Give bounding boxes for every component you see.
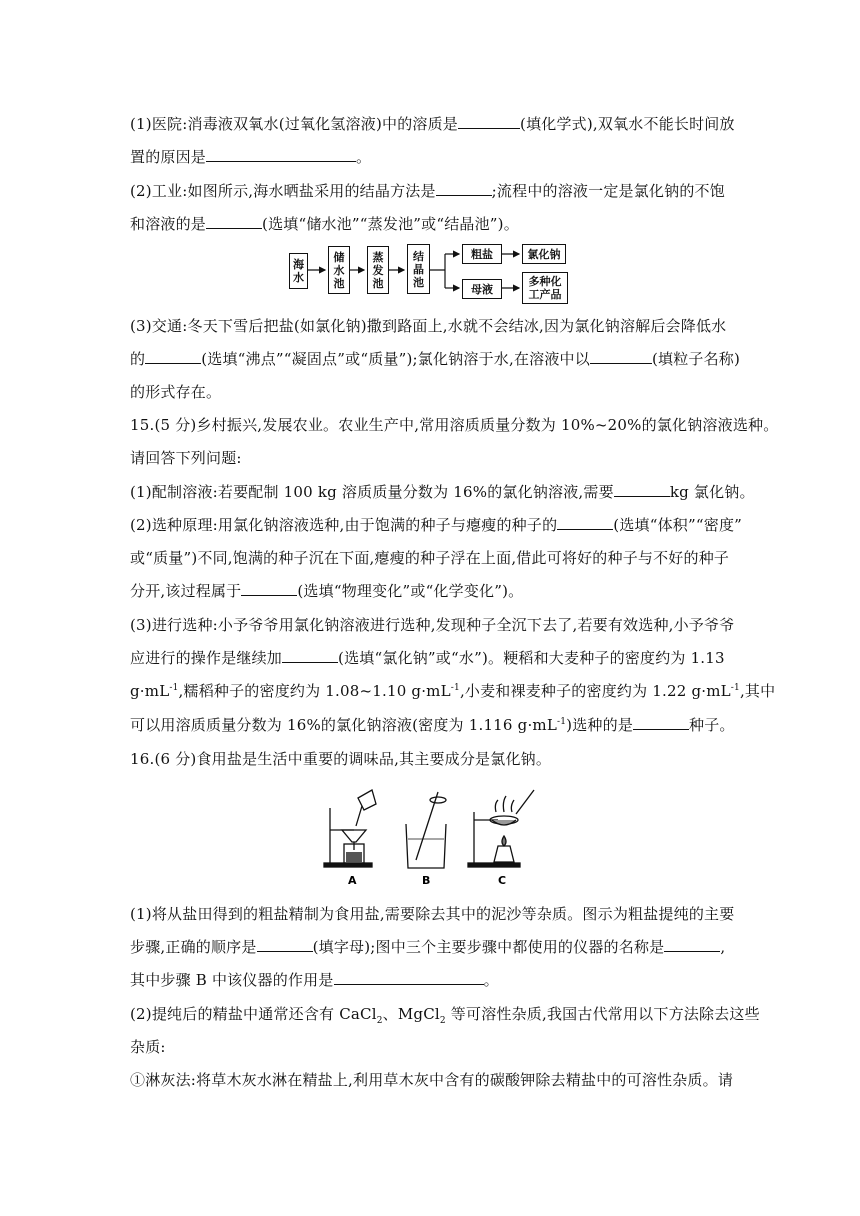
answer-blank[interactable]	[458, 114, 520, 129]
text: (填粒子名称)	[651, 350, 741, 368]
q14-line-6	[130, 349, 740, 369]
text: 15.(5 分)乡村振兴,发展农业。农业生产中,常用溶质质量分数为 10%~20%的氯化钠溶液选种。	[130, 416, 779, 434]
text: 杂质:	[130, 1038, 166, 1056]
text: (1)配制溶液:若要配制 100 kg 溶质质量分数为 16%的氯化钠溶液,需要	[130, 483, 614, 501]
text: 和溶液的是	[130, 215, 207, 233]
q16-line-2	[130, 904, 734, 924]
subscript: 2	[439, 1016, 446, 1026]
text: (选填“物理变化”或“化学变化”)。	[297, 582, 524, 600]
q14-line-7	[130, 382, 221, 402]
box-seawater: 海水	[289, 253, 308, 289]
text: 分开,该过程属于	[130, 582, 242, 600]
q16-line-6	[130, 1037, 166, 1057]
text: 的	[130, 350, 146, 368]
answer-blank[interactable]	[557, 515, 613, 530]
text: ,糯稻种子的密度约为 1.08~1.10 g·mL	[178, 682, 451, 700]
answer-blank[interactable]	[282, 648, 338, 663]
superscript: -1	[557, 717, 567, 727]
q16-heading	[130, 749, 551, 769]
text: 置的原因是	[130, 148, 207, 166]
q16-line-7	[130, 1070, 733, 1090]
apparatus-c-evaporation	[468, 790, 534, 867]
q16-line-5	[130, 1004, 760, 1024]
q15-line-7	[130, 615, 734, 635]
q15-line-8	[130, 648, 725, 668]
text: (1)医院:消毒液双氧水(过氧化氢溶液)中的溶质是	[130, 115, 459, 133]
superscript: -1	[169, 683, 179, 693]
text: (填化学式),双氧水不能长时间放	[520, 115, 735, 133]
text: 16.(6 分)食用盐是生活中重要的调味品,其主要成分是氯化钠。	[130, 750, 552, 768]
text: 的形式存在。	[130, 383, 222, 401]
text: 。	[483, 971, 499, 989]
text: (选填“储水池”“蒸发池”或“结晶池”)。	[262, 215, 519, 233]
answer-blank[interactable]	[241, 581, 297, 596]
text: (2)选种原理:用氯化钠溶液选种,由于饱满的种子与瘪瘦的种子的	[130, 516, 558, 534]
q16-line-3	[130, 937, 725, 957]
salt-purification-apparatus	[318, 784, 548, 894]
answer-blank[interactable]	[145, 349, 201, 364]
text: (1)将从盐田得到的粗盐精制为食用盐,需要除去其中的泥沙等杂质。图示为粗盐提纯的主要	[130, 905, 735, 923]
answer-blank[interactable]	[206, 214, 262, 229]
text: 请回答下列问题:	[130, 449, 242, 467]
text: 种子。	[689, 716, 735, 734]
apparatus-a-filtration	[324, 790, 376, 867]
label-b: B	[422, 874, 431, 887]
label-a: A	[348, 874, 357, 887]
q14-line-5	[130, 316, 726, 336]
box-sodium-chloride: 氯化钠	[522, 244, 566, 264]
text: 。	[356, 148, 372, 166]
label-c: C	[498, 874, 507, 887]
text: 其中步骤 B 中该仪器的作用是	[130, 971, 334, 989]
text: ,	[720, 938, 726, 956]
text: 等可溶性杂质,我国古代常用以下方法除去这些	[445, 1005, 760, 1023]
superscript: -1	[450, 683, 460, 693]
text: (3)交通:冬天下雪后把盐(如氯化钠)撒到路面上,水就不会结冰,因为氯化钠溶解后会降低水	[130, 317, 727, 335]
box-chemical-products: 多种化工产品	[522, 272, 568, 304]
q15-line-5	[130, 548, 729, 568]
box-mother-liquor: 母液	[462, 279, 502, 299]
answer-blank[interactable]	[206, 147, 356, 162]
q14-line-2	[130, 147, 371, 167]
q15-line-2	[130, 448, 242, 468]
seawater-flow-diagram	[287, 242, 577, 306]
apparatus-b-dissolving	[406, 792, 446, 868]
answer-blank[interactable]	[334, 970, 484, 985]
text: (2)工业:如图所示,海水晒盐采用的结晶方法是	[130, 182, 436, 200]
q15-heading	[130, 415, 778, 435]
text: (选填“体积”“密度”	[613, 516, 743, 534]
answer-blank[interactable]	[590, 349, 652, 364]
q15-line-6	[130, 581, 523, 601]
text: ①淋灰法:将草木灰水淋在精盐上,利用草木灰中含有的碳酸钾除去精盐中的可溶性杂质。请	[130, 1071, 734, 1089]
answer-blank[interactable]	[614, 482, 670, 497]
subscript: 2	[376, 1016, 383, 1026]
box-storage-pond: 储水池	[328, 246, 350, 294]
text: 可以用溶质质量分数为 16%的氯化钠溶液(密度为 1.116 g·mL	[130, 716, 557, 734]
q15-line-9	[130, 681, 775, 701]
superscript: -1	[730, 683, 740, 693]
text: (2)提纯后的精盐中通常还含有 CaCl	[130, 1005, 377, 1023]
text: )选种的是	[566, 716, 634, 734]
q15-line-10	[130, 715, 735, 735]
text: (选填“氯化钠”或“水”)。粳稻和大麦种子的密度约为 1.13	[338, 649, 725, 667]
text: ;流程中的溶液一定是氯化钠的不饱	[491, 182, 725, 200]
q15-line-3	[130, 482, 755, 502]
q15-line-4	[130, 515, 742, 535]
text: ,其中	[739, 682, 776, 700]
text: (填字母);图中三个主要步骤中都使用的仪器的名称是	[312, 938, 665, 956]
q16-line-4	[130, 970, 499, 990]
box-crude-salt: 粗盐	[462, 244, 502, 264]
q14-line-4	[130, 214, 519, 234]
text: 应进行的操作是继续加	[130, 649, 283, 667]
q14-line-3	[130, 181, 725, 201]
box-evaporation-pond: 蒸发池	[367, 246, 389, 294]
answer-blank[interactable]	[436, 181, 492, 196]
answer-blank[interactable]	[633, 715, 689, 730]
answer-blank[interactable]	[664, 937, 720, 952]
text: kg 氯化钠。	[669, 483, 755, 501]
text: 、MgCl	[382, 1005, 440, 1023]
text: (选填“沸点”“凝固点”或“质量”);氯化钠溶于水,在溶液中以	[201, 350, 590, 368]
text: (3)进行选种:小予爷爷用氯化钠溶液进行选种,发现种子全沉下去了,若要有效选种,小予爷爷	[130, 616, 735, 634]
answer-blank[interactable]	[257, 937, 313, 952]
q14-line-1	[130, 114, 735, 134]
text: ,小麦和裸麦种子的密度约为 1.22 g·mL	[459, 682, 731, 700]
text: 或“质量”)不同,饱满的种子沉在下面,瘪瘦的种子浮在上面,借此可将好的种子与不好的种子	[130, 549, 730, 567]
text: 步骤,正确的顺序是	[130, 938, 257, 956]
box-crystallization-pond: 结晶池	[407, 244, 430, 294]
text: g·mL	[130, 682, 170, 700]
